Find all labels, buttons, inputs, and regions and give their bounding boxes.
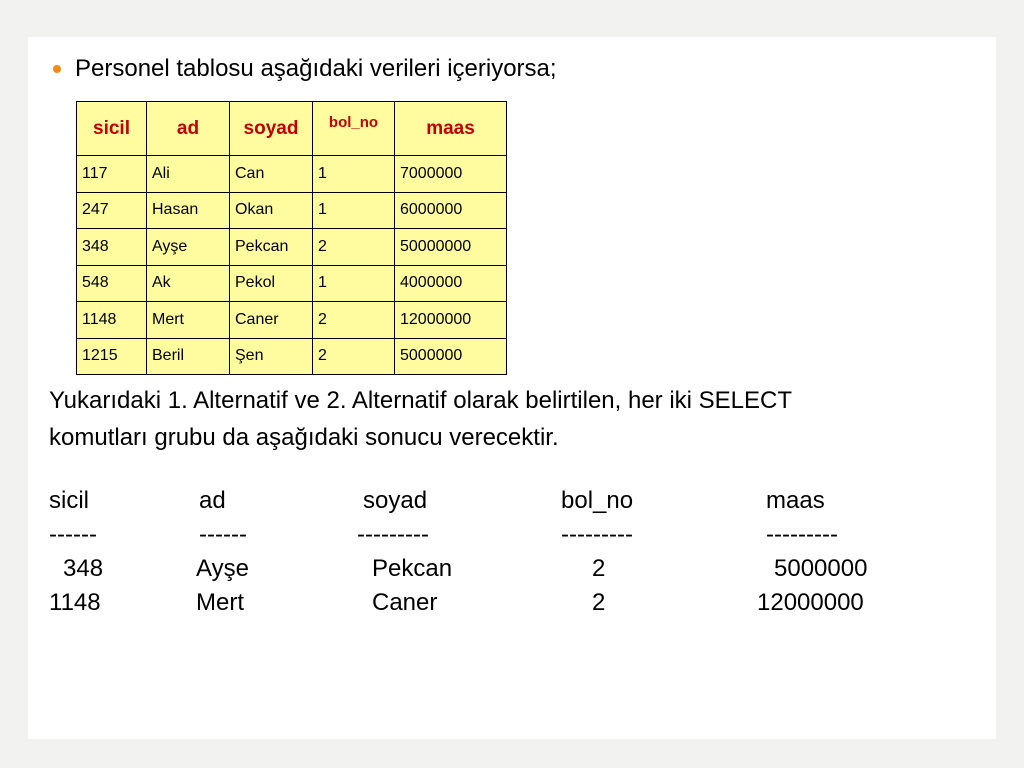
- paragraph-line: komutları grubu da aşağıdaki sonucu verecektir.: [49, 424, 559, 451]
- table-row: [77, 229, 507, 266]
- header-ad: ad: [147, 102, 230, 156]
- table-cell: 2: [313, 229, 395, 266]
- result-header-sicil: sicil: [49, 487, 89, 514]
- result-header-bol-no: bol_no: [561, 487, 634, 514]
- result-cell: Mert: [196, 589, 244, 616]
- result-dash: ------: [49, 521, 97, 548]
- table-cell: 6000000: [395, 192, 507, 229]
- result-cell: Ayşe: [196, 555, 249, 582]
- table-row: [77, 338, 507, 375]
- table-row: [77, 265, 507, 302]
- result-cell: Caner: [372, 589, 438, 616]
- table-cell: 247: [77, 192, 147, 229]
- personel-table: [76, 101, 507, 375]
- table-cell: 1: [313, 265, 395, 302]
- header-soyad: soyad: [230, 102, 313, 156]
- table-cell: Ali: [147, 156, 230, 193]
- table-cell: Pekol: [230, 265, 313, 302]
- paragraph-line: Yukarıdaki 1. Alternatif ve 2. Alternatif olarak belirtilen, her iki SELECT: [49, 387, 793, 414]
- table-cell: 7000000: [395, 156, 507, 193]
- table-cell: 117: [77, 156, 147, 193]
- table-cell: Mert: [147, 302, 230, 339]
- table-cell: 1148: [77, 302, 147, 339]
- table-cell: Ak: [147, 265, 230, 302]
- table-row: [77, 156, 507, 193]
- table-cell: 4000000: [395, 265, 507, 302]
- result-cell: 12000000: [757, 589, 864, 616]
- table-cell: 1: [313, 192, 395, 229]
- table-cell: Şen: [230, 338, 313, 375]
- table-row: [77, 302, 507, 339]
- header-sicil: sicil: [77, 102, 147, 156]
- result-dash: ------: [199, 521, 247, 548]
- table-cell: 12000000: [395, 302, 507, 339]
- table-cell: Okan: [230, 192, 313, 229]
- result-header-maas: maas: [766, 487, 825, 514]
- result-cell: 2: [592, 589, 606, 616]
- table-cell: Can: [230, 156, 313, 193]
- table-cell: 548: [77, 265, 147, 302]
- table-cell: 1: [313, 156, 395, 193]
- result-cell: 2: [592, 555, 606, 582]
- result-header-ad: ad: [199, 487, 226, 514]
- header-bol-no: bol_no: [313, 102, 395, 156]
- result-cell: 1148: [49, 589, 101, 616]
- table-cell: 2: [313, 338, 395, 375]
- table-cell: Hasan: [147, 192, 230, 229]
- table-cell: Caner: [230, 302, 313, 339]
- table-cell: 2: [313, 302, 395, 339]
- result-cell: 348: [63, 555, 104, 582]
- explanation-paragraph: [49, 382, 969, 456]
- result-dash: ---------: [561, 521, 633, 548]
- table-cell: Pekcan: [230, 229, 313, 266]
- slide: [28, 37, 996, 739]
- table-row: [77, 192, 507, 229]
- bullet-line: [53, 55, 557, 83]
- table-cell: 348: [77, 229, 147, 266]
- table-header-row: [77, 102, 507, 156]
- bullet-text: Personel tablosu aşağıdaki verileri içeriyorsa;: [75, 55, 557, 82]
- table-cell: Beril: [147, 338, 230, 375]
- result-header-soyad: soyad: [363, 487, 428, 514]
- table-cell: Ayşe: [147, 229, 230, 266]
- bullet-dot-icon: [53, 65, 61, 73]
- table-cell: 50000000: [395, 229, 507, 266]
- result-dash: ---------: [357, 521, 429, 548]
- table-cell: 5000000: [395, 338, 507, 375]
- result-cell: Pekcan: [372, 555, 453, 582]
- header-maas: maas: [395, 102, 507, 156]
- result-dash: ---------: [766, 521, 838, 548]
- result-cell: 5000000: [774, 555, 868, 582]
- table-cell: 1215: [77, 338, 147, 375]
